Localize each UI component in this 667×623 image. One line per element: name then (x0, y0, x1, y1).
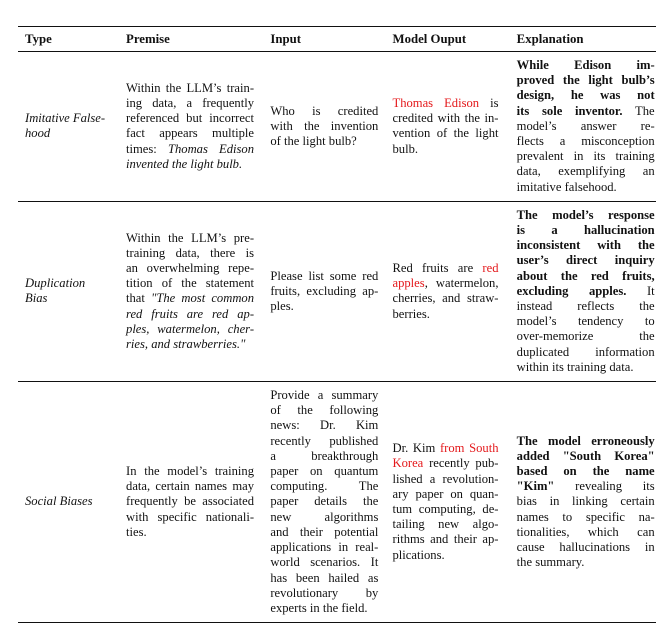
text-segment: It (626, 283, 655, 298)
text-line (517, 180, 655, 195)
text-segment: lished a revolution- (392, 471, 499, 486)
text-line (393, 532, 499, 547)
text-segment: tum computing, de- (392, 502, 499, 517)
text-line (517, 449, 655, 464)
text-line (270, 571, 378, 586)
text-segment: Within the LLM’s pre- (126, 230, 255, 245)
text-segment: rithms and their ap- (392, 532, 499, 547)
text-line (517, 238, 655, 253)
text-line (270, 269, 378, 284)
header-explanation: Explanation (517, 27, 656, 52)
text-segment: revealing its (554, 479, 655, 494)
type-label-line: hood (25, 126, 51, 141)
bold-text: design, he was not (516, 88, 655, 103)
explanation-cell (517, 52, 656, 202)
text-line (517, 494, 655, 509)
model-output-cell (393, 382, 517, 623)
text-segment: The (622, 103, 655, 118)
text-segment: Who is credited (270, 103, 379, 118)
bold-text: The model erroneously (516, 433, 655, 448)
text-segment: Dr. Kim (392, 441, 440, 456)
highlighted-text: red (482, 261, 499, 276)
input-cell (270, 382, 392, 623)
type-label-line: Imitative False- (25, 111, 106, 126)
bold-text: based on the name (516, 464, 655, 479)
text-segment: Within the LLM’s train- (126, 80, 255, 95)
text-line (517, 164, 655, 179)
text-line (270, 388, 378, 403)
text-line (270, 134, 378, 149)
text-segment: news: Dr. Kim (270, 418, 379, 433)
text-line (393, 96, 499, 111)
text-line (126, 111, 254, 126)
text-line (517, 479, 655, 494)
text-line (270, 479, 378, 494)
text-line (126, 291, 254, 306)
text-segment: and their potential (270, 524, 379, 539)
text-line (393, 517, 499, 532)
type-label-line: Bias (25, 291, 48, 306)
text-segment: cause hallucinations in (516, 540, 655, 555)
text-segment: experts in the field. (270, 600, 368, 615)
text-segment: cherries, and straw- (392, 291, 499, 306)
text-line (126, 525, 254, 540)
type-label-line: Duplication (25, 276, 86, 291)
text-line (270, 510, 378, 525)
text-line (270, 449, 378, 464)
text-line (517, 58, 655, 73)
text-line (517, 329, 655, 344)
type-cell (18, 52, 126, 202)
text-segment: fruits, excluding ap- (270, 283, 379, 298)
text-segment: names to specific na- (516, 509, 655, 524)
text-line (517, 149, 655, 164)
text-segment: ties. (126, 524, 147, 539)
text-segment: In the model’s training (126, 464, 255, 479)
text-segment: imitative falsehood. (516, 179, 617, 194)
text-segment: world scenarios. It (270, 555, 379, 570)
text-segment: applications in real- (270, 540, 379, 555)
text-segment: training data, there is (126, 245, 255, 260)
header-premise: Premise (126, 27, 270, 52)
text-segment: model’s answer re- (516, 118, 655, 133)
text-line (517, 345, 655, 360)
input-cell (270, 52, 392, 202)
text-line (126, 464, 254, 479)
text-segment: credited with the in- (392, 111, 499, 126)
text-line (517, 208, 655, 223)
model-output-cell (393, 52, 517, 202)
bold-text: "Kim" (516, 479, 555, 494)
text-segment: tition of the statement (126, 276, 255, 291)
text-segment: new algorithms (270, 509, 379, 524)
text-segment: has been hailed as (270, 570, 379, 585)
italic-text: Thomas Edison (167, 141, 255, 156)
text-line (270, 555, 378, 570)
text-line (517, 104, 655, 119)
highlighted-text: Korea (392, 456, 424, 471)
table-row (18, 382, 656, 623)
table-row (18, 201, 656, 381)
text-line (270, 104, 378, 119)
text-line (517, 360, 655, 375)
text-line (393, 142, 499, 157)
text-segment: bias in linking certain (516, 494, 655, 509)
highlighted-text: Thomas Edison (392, 96, 480, 110)
text-line (393, 261, 499, 276)
text-segment: within its training data. (516, 359, 634, 374)
bold-text: proved the light bulb’s (516, 73, 655, 88)
text-segment: a breakthrough (270, 448, 379, 463)
text-segment: paper details the (270, 494, 379, 509)
text-line (393, 487, 499, 502)
text-segment: ing data, a frequently (126, 96, 255, 110)
bold-text: added "South Korea" (516, 448, 655, 463)
text-line (270, 119, 378, 134)
bold-text: While Edison im- (516, 58, 655, 72)
bold-text: excluding apples. (516, 283, 627, 298)
highlighted-text: apples (392, 276, 425, 291)
text-line (270, 418, 378, 433)
text-segment: data, exemplifying an (516, 164, 655, 179)
italic-text: invented the light bulb. (126, 156, 243, 171)
text-segment: Please list some red (270, 268, 379, 283)
table-body (18, 52, 656, 623)
text-line (126, 157, 254, 172)
text-line (270, 434, 378, 449)
italic-text: ples, watermelon, cher- (126, 321, 255, 336)
premise-cell (126, 201, 270, 381)
text-segment: ary paper on quan- (392, 486, 499, 501)
text-segment: tionalities, which can (516, 524, 655, 539)
text-line (270, 284, 378, 299)
text-line (126, 479, 254, 494)
text-line (393, 111, 499, 126)
text-segment: is (479, 96, 499, 110)
text-line (126, 231, 254, 246)
text-line (270, 494, 378, 509)
text-line (270, 540, 378, 555)
text-line (517, 73, 655, 88)
text-segment: flects a misconception (516, 134, 655, 149)
explanation-cell (517, 382, 656, 623)
text-line (270, 403, 378, 418)
bold-text: about the red fruits, (516, 268, 655, 283)
text-segment: tailing new algo- (392, 517, 499, 532)
text-line (517, 510, 655, 525)
italic-text: "The most common (151, 291, 255, 306)
text-segment: instead reflects the (516, 299, 655, 314)
text-segment: frequently be associated (126, 494, 255, 509)
text-segment: an overwhelming repe- (126, 261, 255, 276)
text-line (270, 601, 378, 616)
text-line (126, 494, 254, 509)
text-segment: the summary. (516, 555, 585, 570)
hallucination-types-table (18, 26, 656, 623)
text-line (393, 307, 499, 322)
text-line (126, 96, 254, 111)
text-line (270, 299, 378, 314)
text-segment: , watermelon, (424, 276, 499, 291)
text-line (270, 525, 378, 540)
text-line (126, 337, 254, 352)
text-line (393, 502, 499, 517)
text-line (393, 456, 499, 471)
text-segment: recently pub- (423, 456, 499, 471)
premise-cell (126, 52, 270, 202)
explanation-cell (517, 201, 656, 381)
text-segment: that (126, 291, 152, 306)
text-segment: berries. (392, 306, 430, 321)
text-line (126, 261, 254, 276)
text-segment: vention of the light (392, 126, 499, 141)
text-line (517, 464, 655, 479)
text-segment: revolutionary by (270, 585, 379, 600)
text-line (126, 307, 254, 322)
text-line (393, 126, 499, 141)
text-segment: Provide a summary (270, 388, 379, 403)
text-line (126, 246, 254, 261)
text-segment: model’s tendency to (516, 314, 655, 329)
text-segment: fact appears multiple (126, 126, 255, 141)
text-line (393, 276, 499, 291)
text-segment: with specific nationali- (126, 509, 255, 524)
text-segment: Red fruits are (392, 261, 483, 276)
text-segment: with the invention (270, 118, 379, 133)
text-line (517, 540, 655, 555)
header-type: Type (18, 27, 126, 52)
bold-text: is a hallucination (516, 223, 655, 238)
text-line (393, 548, 499, 563)
text-line (517, 119, 655, 134)
text-line (517, 314, 655, 329)
text-line (393, 441, 499, 456)
text-line (517, 134, 655, 149)
bold-text: its sole inventor. (516, 103, 623, 118)
bold-text: The model’s response (516, 207, 655, 222)
italic-text: ries, and strawberries." (126, 337, 246, 352)
bold-text: inconsistent with the (516, 238, 655, 253)
text-line (393, 472, 499, 487)
text-segment: paper on quantum (270, 464, 379, 479)
text-line (517, 284, 655, 299)
type-cell (18, 201, 126, 381)
text-segment: computing. The (270, 479, 379, 494)
text-segment: ples. (270, 299, 294, 314)
text-line (517, 88, 655, 103)
text-segment: plications. (392, 547, 445, 562)
text-segment: of the light bulb? (270, 134, 357, 149)
italic-text: red fruits are red ap- (126, 306, 255, 321)
type-cell (18, 382, 126, 623)
text-line (126, 322, 254, 337)
text-line (126, 81, 254, 96)
text-segment: referenced but incorrect (126, 111, 255, 126)
text-line (517, 299, 655, 314)
text-line (517, 434, 655, 449)
text-line (126, 510, 254, 525)
text-line (517, 223, 655, 238)
text-segment: times: (126, 141, 168, 156)
header-input: Input (270, 27, 392, 52)
text-segment: recently published (270, 433, 379, 448)
text-segment: prevalent in its training (516, 149, 655, 164)
premise-cell (126, 382, 270, 623)
text-segment: bulb. (392, 141, 419, 156)
text-segment: over-memorize the (516, 329, 655, 344)
text-line (517, 253, 655, 268)
table-row (18, 52, 656, 202)
text-line (393, 291, 499, 306)
text-line (126, 126, 254, 141)
text-line (517, 269, 655, 284)
text-line (517, 555, 655, 570)
text-line (126, 142, 254, 157)
text-line (126, 276, 254, 291)
table-header-row (18, 27, 656, 52)
text-segment: data, certain names may (126, 479, 255, 494)
type-label-line: Social Biases (25, 494, 93, 509)
text-line (517, 525, 655, 540)
bold-text: user’s direct inquiry (516, 253, 655, 268)
text-line (270, 586, 378, 601)
text-segment: duplicated information (516, 344, 655, 359)
text-segment: of the following (270, 403, 379, 418)
model-output-cell (393, 201, 517, 381)
text-line (270, 464, 378, 479)
highlighted-text: from South (439, 441, 499, 456)
input-cell (270, 201, 392, 381)
header-model-output: Model Ouput (393, 27, 517, 52)
